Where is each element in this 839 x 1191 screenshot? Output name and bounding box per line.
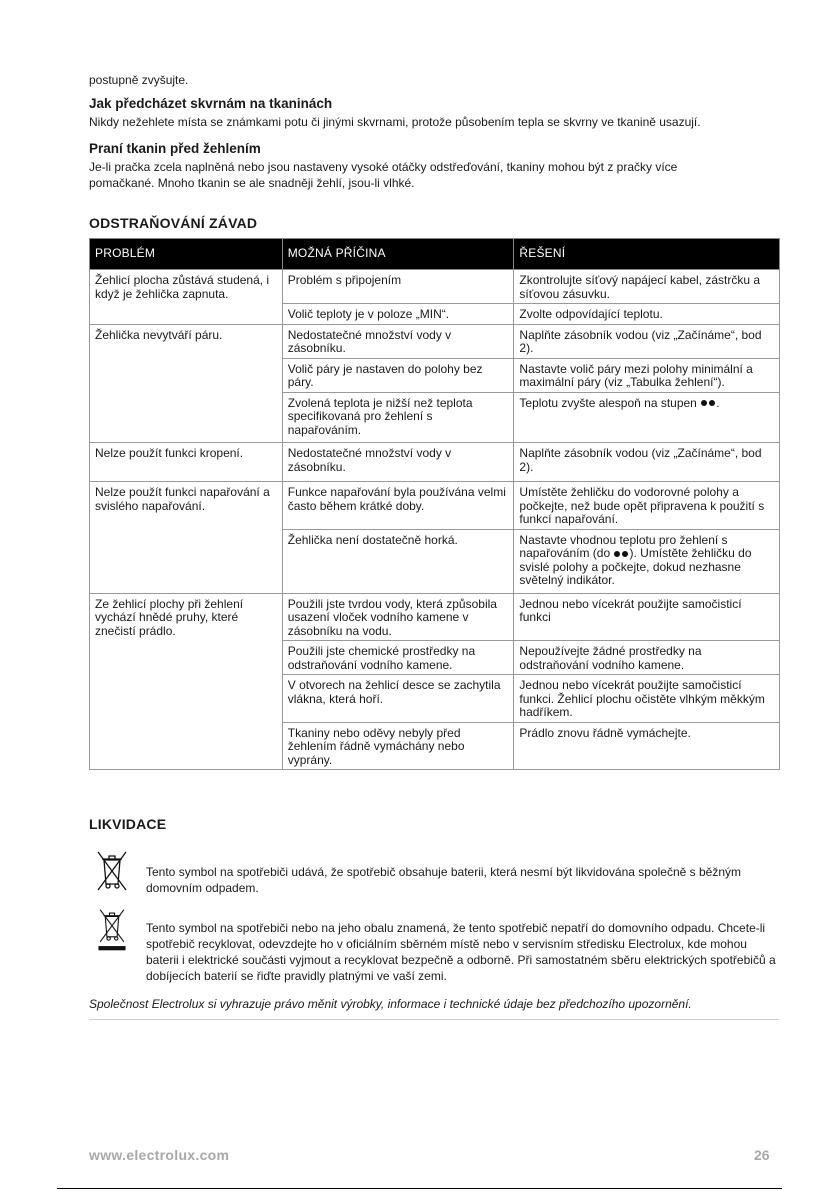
section-washing-heading: Praní tkanin před žehlením	[89, 141, 261, 156]
temperature-dot-icon	[709, 400, 715, 406]
troubleshooting-table	[89, 238, 780, 770]
solution-cell: Naplňte zásobník vodou (viz „Začínáme“, bod 2).	[514, 324, 780, 358]
table-row	[90, 482, 780, 530]
table-row	[90, 593, 780, 641]
solution-cell: Jednou nebo vícekrát použijte samočisticí funkci. Žehlicí plochu očistěte vlhkým měkkým hadříkem.	[514, 675, 780, 723]
problem-cell: Nelze použít funkci napařování a svislého napařování.	[90, 482, 283, 594]
solution-text: Nastavte vhodnou teplotu pro žehlení s napařováním (do	[519, 532, 728, 560]
section-stains-heading: Jak předcházet skvrnám na tkaninách	[89, 96, 333, 111]
solution-cell: Jednou nebo vícekrát použijte samočisticí funkci	[514, 593, 780, 641]
solution-cell	[514, 529, 780, 593]
disposal-weee-text: Tento symbol na spotřebiči nebo na jeho obalu znamená, že tento spotřebič nepatří do domovního odpadu. Chcete-li spotřebič recyklovat, odevzdejte ho v oficiálním sběrném místě nebo v servisním středisku Electrolux, kde mohou baterii i elektrické součásti vyjmout a recyklovat bezpečně a odborně. Při samostatném sběru elektrických spotřebičů a dobíjecích baterií se řiďte pravidly platnými ve vaší zemi.	[146, 921, 776, 983]
footer-url: www.electrolux.com	[89, 1147, 230, 1163]
header-solution: ŘEŠENÍ	[514, 239, 780, 270]
cause-cell: Nedostatečné množství vody v zásobníku.	[282, 324, 514, 358]
divider	[89, 1019, 779, 1020]
solution-cell: Naplňte zásobník vodou (viz „Začínáme“, bod 2).	[514, 443, 780, 482]
table-row	[90, 324, 780, 358]
cause-cell: Funkce napařování byla používána velmi často během krátké doby.	[282, 482, 514, 530]
solution-cell	[514, 392, 780, 443]
section-washing-body-line2: pomačkané. Mnoho tkanin se ale snadněji žehlí, jsou-li vlhké.	[89, 176, 415, 190]
cause-cell: Tkaniny nebo oděvy nebyly před žehlením řádně vymáchány nebo vyprány.	[282, 722, 514, 770]
solution-text: Teplotu zvyšte alespoň na stupen	[519, 395, 697, 410]
disposal-title: LIKVIDACE	[89, 816, 167, 832]
solution-cell: Zkontrolujte síťový napájecí kabel, zástrčku a síťovou zásuvku.	[514, 270, 780, 304]
temperature-dot-icon	[622, 551, 628, 557]
section-stains	[89, 96, 780, 130]
solution-cell: Nastavte volič páry mezi polohy minimální a maximální páry (viz „Tabulka žehlení“).	[514, 358, 780, 392]
problem-cell: Nelze použít funkci kropení.	[90, 443, 283, 482]
solution-cell: Prádlo znovu řádně vymáchejte.	[514, 722, 780, 770]
problem-cell: Ze žehlicí plochy při žehlení vychází hnědé pruhy, které znečistí prádlo.	[90, 593, 283, 770]
crossed-bin-icon	[96, 850, 128, 894]
problem-cell: Žehlička nevytváří páru.	[90, 324, 283, 443]
problem-cell: Žehlicí plocha zůstává studená, i když je žehlička zapnuta.	[90, 270, 283, 325]
cause-cell: Volič páry je nastaven do polohy bez páry.	[282, 358, 514, 392]
cause-cell: Žehlička není dostatečně horká.	[282, 529, 514, 593]
solution-text-end: ). Umístěte žehličku do svislé polohy a počkejte, dokud nezhasne světelný indikátor.	[519, 546, 752, 587]
troubleshooting-title: ODSTRAŇOVÁNÍ ZÁVAD	[89, 215, 258, 231]
cause-cell: Nedostatečné množství vody v zásobníku.	[282, 443, 514, 482]
disposal-battery-text: Tento symbol na spotřebiči udává, že spotřebič obsahuje baterii, která nesmí být likvidována společně s běžným domovním odpadem.	[146, 865, 741, 895]
temperature-dot-icon	[701, 400, 707, 406]
solution-cell: Umístěte žehličku do vodorovné polohy a počkejte, než bude opět připravena k použití s funkcí napařování.	[514, 482, 780, 530]
cause-cell: Problém s připojením	[282, 270, 514, 304]
section-washing	[89, 141, 780, 191]
table-header-row	[90, 239, 780, 270]
cause-cell: Použili jste chemické prostředky na odstraňování vodního kamene.	[282, 641, 514, 675]
disclaimer: Společnost Electrolux si vyhrazuje právo měnit výrobky, informace i technické údaje bez předchozího upozornění.	[89, 997, 692, 1011]
cause-cell: Použili jste tvrdou vody, která způsobila usazení vloček vodního kamene v zásobníku na vodu.	[282, 593, 514, 641]
bottom-rule	[57, 1188, 782, 1189]
crossed-bin-bar-icon	[96, 908, 128, 952]
page-number: 26	[754, 1147, 770, 1163]
cause-cell: V otvorech na žehlicí desce se zachytila vlákna, která hoří.	[282, 675, 514, 723]
solution-cell: Nepoužívejte žádné prostředky na odstraňování vodního kamene.	[514, 641, 780, 675]
header-cause: MOŽNÁ PŘÍČINA	[282, 239, 514, 270]
temperature-dot-icon	[614, 551, 620, 557]
table-row	[90, 443, 780, 482]
intro-line: postupně zvyšujte.	[89, 73, 189, 87]
solution-cell: Zvolte odpovídající teplotu.	[514, 304, 780, 325]
section-washing-body-line1: Je-li pračka zcela naplněná nebo jsou nastaveny vysoké otáčky odstřeďování, tkaniny mohou být z pračky více	[89, 160, 678, 174]
solution-text-end: .	[716, 395, 720, 410]
cause-cell: Zvolená teplota je nižší než teplota specifikovaná pro žehlení s napařováním.	[282, 392, 514, 443]
header-problem: PROBLÉM	[90, 239, 283, 270]
section-stains-body: Nikdy nežehlete místa se známkami potu či jinými skvrnami, protože působením tepla se skvrny ve tkanině usazují.	[89, 115, 701, 129]
cause-cell: Volič teploty je v poloze „MIN“.	[282, 304, 514, 325]
table-row	[90, 270, 780, 304]
